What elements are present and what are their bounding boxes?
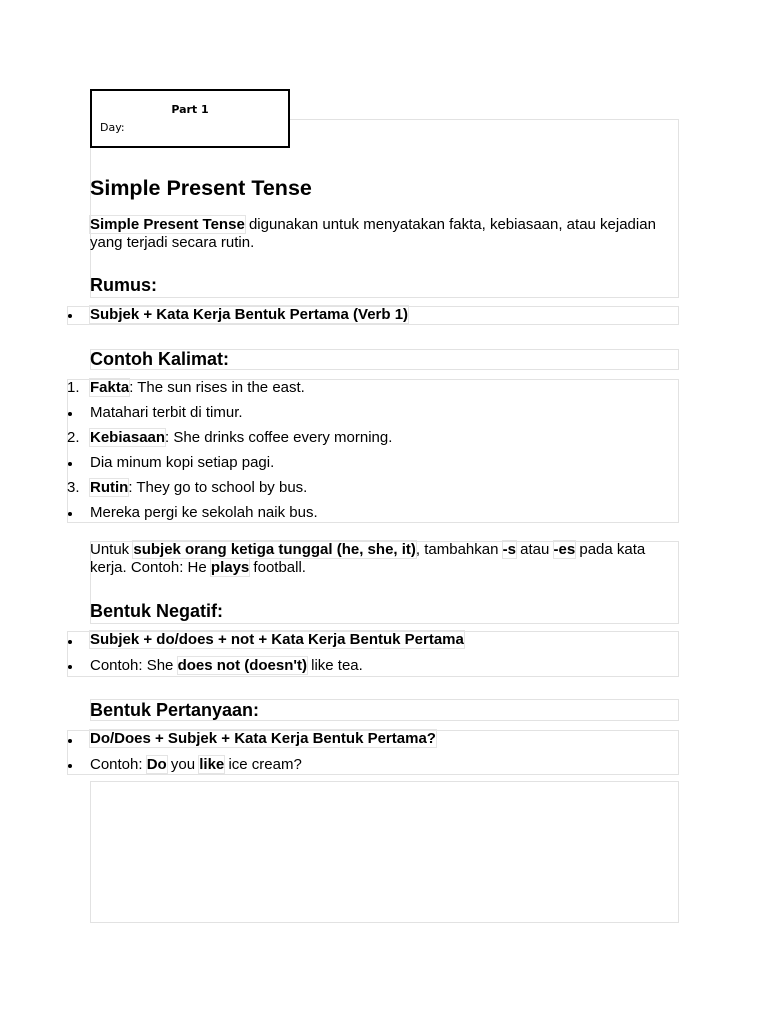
bullet — [68, 314, 72, 318]
bullet — [68, 640, 72, 644]
list-item: Matahari terbit di timur. — [90, 404, 243, 421]
intro-term: Simple Present Tense — [90, 216, 245, 233]
intro-paragraph — [90, 216, 670, 252]
list-number: 2. — [67, 429, 80, 446]
bullet — [68, 412, 72, 416]
page-title: Simple Present Tense — [90, 176, 312, 200]
pertanyaan-example: Contoh: Do you like ice cream? — [90, 756, 302, 773]
negatif-formula: Subjek + do/does + not + Kata Kerja Bentuk Pertama — [90, 631, 464, 648]
contoh-list-frame — [67, 379, 679, 523]
negatif-example: Contoh: She does not (doesn't) like tea. — [90, 657, 363, 674]
rumus-heading: Rumus: — [90, 275, 157, 295]
day-label: Day: — [100, 121, 125, 134]
bullet — [68, 512, 72, 516]
note-paragraph: Untuk subjek orang ketiga tunggal (he, she, it), tambahkan -s atau -es pada kata kerja. Contoh: He plays football. — [90, 541, 646, 576]
empty-frame — [90, 781, 679, 923]
list-item: Mereka pergi ke sekolah naik bus. — [90, 504, 318, 521]
intro-text: digunakan untuk menyatakan fakta, kebiasaan, atau kejadian yang terjadi secara rutin. — [90, 216, 656, 251]
bullet — [68, 764, 72, 768]
part-label: Part 1 — [171, 103, 209, 116]
list-item: Fakta: The sun rises in the east. — [90, 379, 305, 396]
list-number: 1. — [67, 379, 80, 396]
list-number: 3. — [67, 479, 80, 496]
bullet — [68, 462, 72, 466]
list-item: Kebiasaan: She drinks coffee every morning. — [90, 429, 393, 446]
bullet — [68, 665, 72, 669]
contoh-heading: Contoh Kalimat: — [90, 349, 229, 369]
negatif-heading: Bentuk Negatif: — [90, 601, 224, 621]
rumus-formula: Subjek + Kata Kerja Bentuk Pertama (Verb 1) — [90, 306, 409, 323]
list-item: Dia minum kopi setiap pagi. — [90, 454, 275, 471]
bullet — [68, 739, 72, 743]
header-box — [90, 89, 290, 148]
list-item: Rutin: They go to school by bus. — [90, 479, 308, 496]
pertanyaan-formula: Do/Does + Subjek + Kata Kerja Bentuk Pertama? — [90, 730, 436, 747]
pertanyaan-heading: Bentuk Pertanyaan: — [90, 700, 260, 720]
